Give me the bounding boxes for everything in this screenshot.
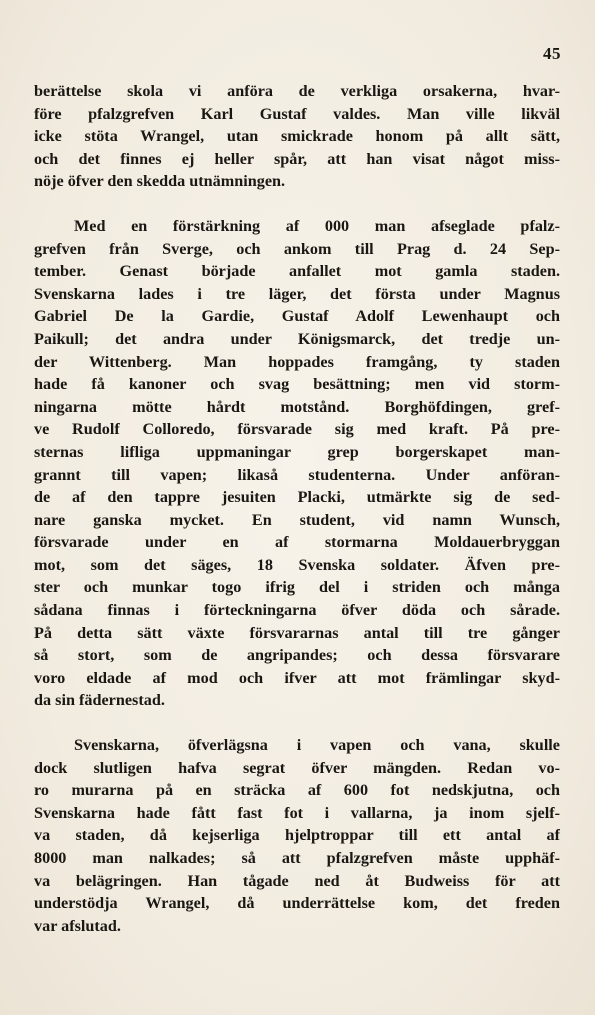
text-line: icke stöta Wrangel, utan smickrade honom på allt sätt, (34, 127, 560, 146)
page-number: 45 (543, 44, 561, 63)
text-line: berättelse skola vi anföra de verkliga orsakerna, hvar- (34, 82, 560, 100)
paragraph-3 (34, 734, 560, 937)
text-line: mot, som det säges, 18 Svenska soldater. Äfven pre- (34, 555, 560, 574)
text-line: försvarade under en af stormarna Moldauerbryggan (34, 533, 560, 552)
text-line: ster och munkar togo ifrig del i striden och många (34, 578, 560, 597)
text-line: Med en förstärkning af 000 man afseglade pfalz- (74, 216, 560, 235)
paragraph-gap (34, 712, 560, 734)
text-line: ro murarna på en sträcka af 600 fot nedskjutna, och (34, 781, 560, 800)
text-line: va belägringen. Han tågade ned åt Budweiss för att (34, 871, 560, 890)
text-line: ningarna mötte hårdt motstånd. Borghöfdingen, gref- (34, 397, 560, 416)
paragraph-2 (34, 215, 560, 712)
text-line: Svenskarna hade fått fast fot i vallarna, ja inom sjelf- (34, 803, 560, 822)
text-line: På detta sätt växte försvararnas antal till tre gånger (34, 623, 560, 642)
text-line: så stort, som de angripandes; och dessa försvarare (34, 646, 560, 665)
paragraph-gap (34, 193, 560, 215)
text-line: och det finnes ej heller spår, att han visat något miss- (34, 149, 560, 168)
text-line: voro eldade af mod och ifver att mot främlingar skyd- (34, 668, 560, 687)
text-line: Svenskarna, öfverlägsna i vapen och vana, skulle (74, 736, 560, 755)
text-line: var afslutad. (34, 916, 121, 935)
text-line: dock slutligen hafva segrat öfver mängden. Redan vo- (34, 758, 560, 777)
text-line: va staden, då kejserliga hjelptroppar till ett antal af (34, 826, 560, 845)
text-body (34, 80, 560, 937)
text-line: grannt till vapen; likaså studenterna. Under anföran- (34, 465, 560, 484)
text-line: de af den tappre jesuiten Placki, utmärkte sig de sed- (34, 488, 560, 507)
text-line: hade få kanoner och svag besättning; men vid storm- (34, 375, 560, 394)
text-line: ve Rudolf Colloredo, försvarade sig med kraft. På pre- (34, 420, 560, 439)
text-line: sternas lifliga uppmaningar grep borgerskapet man- (34, 442, 560, 461)
text-line: tember. Genast började anfallet mot gamla staden. (34, 262, 560, 281)
text-line: sådana finnas i förteckningarna öfver döda och sårade. (34, 601, 560, 620)
paragraph-1 (34, 80, 560, 193)
text-line: understödja Wrangel, då underrättelse kom, det freden (34, 894, 560, 913)
text-line: Paikull; det andra under Königsmarck, det tredje un- (34, 329, 560, 348)
text-line: nare ganska mycket. En student, vid namn Wunsch, (34, 510, 560, 529)
text-line: Gabriel De la Gardie, Gustaf Adolf Lewenhaupt och (34, 307, 560, 326)
text-line: grefven från Sverge, och ankom till Prag d. 24 Sep- (34, 239, 560, 258)
text-line: 8000 man nalkades; så att pfalzgrefven måste upphäf- (34, 849, 560, 867)
text-line: nöje öfver den skedda utnämningen. (34, 172, 286, 191)
text-line: der Wittenberg. Man hoppades framgång, ty staden (34, 352, 560, 371)
text-line: da sin fädernestad. (34, 691, 165, 710)
text-line: Svenskarna lades i tre läger, det första under Magnus (34, 284, 560, 303)
text-line: före pfalzgrefven Karl Gustaf valdes. Man ville likväl (34, 104, 560, 123)
